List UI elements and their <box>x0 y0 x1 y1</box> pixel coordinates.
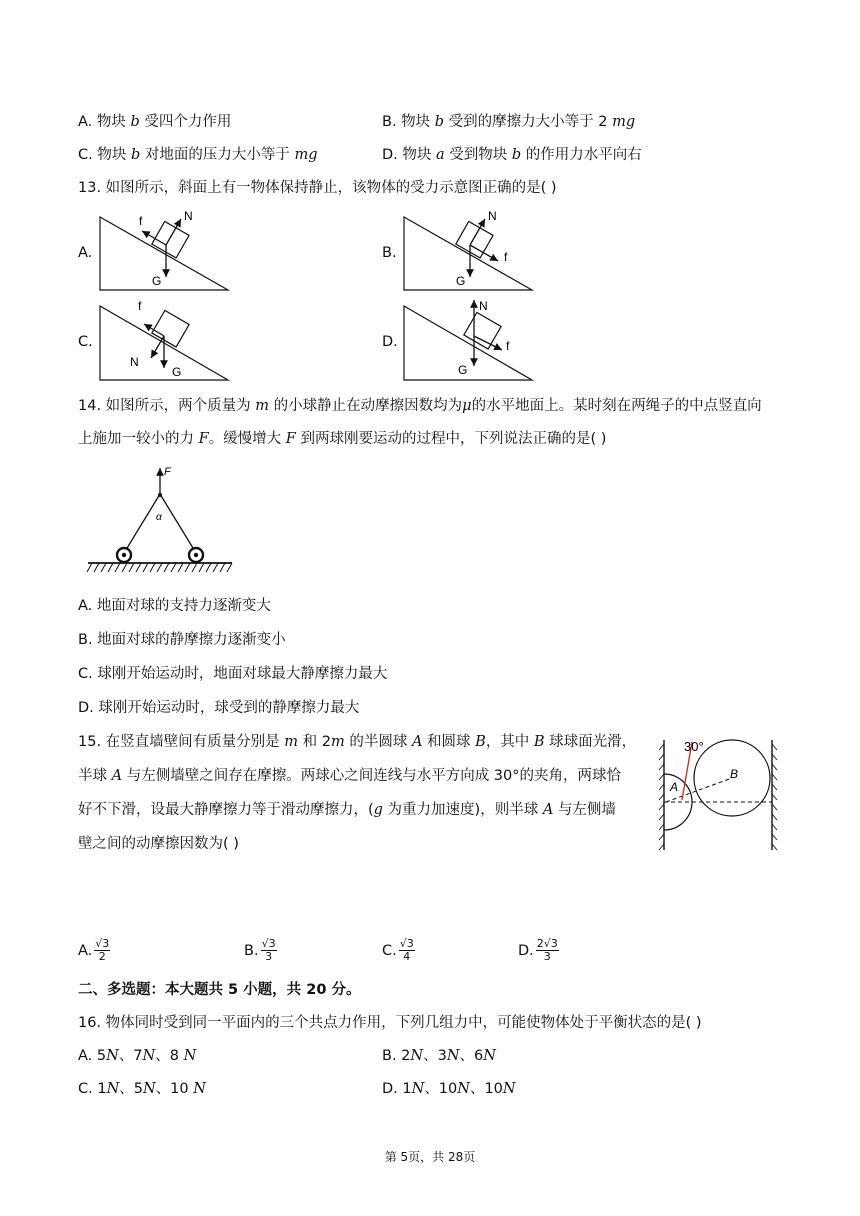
q12-option-a: A. 物块 b 受四个力作用 <box>78 114 232 130</box>
q15-stem-line3: 好不下滑，设最大静摩擦力等于滑动摩擦力，(g 为重力加速度)，则半球 A 与左侧墙 <box>78 802 616 818</box>
q14-option-d: D. 球刚开始运动时，球受到的静摩擦力最大 <box>78 700 360 716</box>
force-label-g: G <box>152 274 162 288</box>
force-label-g: G <box>456 274 466 288</box>
q14-figure <box>86 462 236 578</box>
q14-option-a: A. 地面对球的支持力逐渐变大 <box>78 598 271 614</box>
q15-figure <box>656 734 782 854</box>
q16-option-c: C. 1N、5N、10 N <box>78 1081 206 1097</box>
figure-label-f: F <box>164 466 171 478</box>
angle-label: 30° <box>684 739 704 754</box>
q13-figure-a <box>96 205 236 295</box>
q13-label-b: B. <box>382 245 397 261</box>
force-label-f: f <box>138 299 142 313</box>
q14-option-b: B. 地面对球的静摩擦力逐渐变小 <box>78 632 286 648</box>
q13-figure-c <box>96 296 236 386</box>
q13-label-a: A. <box>78 245 93 261</box>
q16-option-a: A. 5N、7N、8 N <box>78 1048 197 1064</box>
q13-stem: 13. 如图所示，斜面上有一物体保持静止，该物体的受力示意图正确的是( ) <box>78 180 557 196</box>
q13-figure-b <box>400 205 540 295</box>
q14-stem-line2: 上施加一较小的力 F。缓慢增大 F 到两球刚要运动的过程中，下列说法正确的是( ) <box>78 431 607 447</box>
q12-option-d: D. 物块 a 受到物块 b 的作用力水平向右 <box>382 147 642 163</box>
q14-stem-line1: 14. 如图所示，两个质量为 m 的小球静止在动摩擦因数均为μ的水平地面上。某时刻在两绳子的中点竖直向 <box>78 398 762 414</box>
q13-label-d: D. <box>382 334 398 350</box>
force-label-g: G <box>172 365 182 379</box>
q15-stem-line2: 半球 A 与左侧墙壁之间存在摩擦。两球心之间连线与水平方向成 30°的夹角，两球恰 <box>78 768 622 784</box>
q15-option-a: A. $\frac{√3}{2}$ <box>78 937 110 963</box>
q15-option-c: C. $\frac{√3}{4}$ <box>382 937 414 963</box>
label-b: B <box>730 767 739 781</box>
fraction: $\frac{√3}{4}$ <box>399 937 414 963</box>
q14-option-c: C. 球刚开始运动时，地面对球最大静摩擦力最大 <box>78 666 388 682</box>
q15-stem-line4: 壁之间的动摩擦因数为( ) <box>78 836 239 852</box>
section-heading: 二、多选题：本大题共 5 小题，共 20 分。 <box>78 982 361 998</box>
force-label-f: f <box>506 339 510 353</box>
q12-option-b: B. 物块 b 受到的摩擦力大小等于 2 mg <box>382 114 636 130</box>
q15-option-d: D. $\frac{2√3}{3}$ <box>518 937 558 963</box>
fraction: $\frac{√3}{2}$ <box>95 937 110 963</box>
figure-label-alpha: α <box>156 512 162 523</box>
q16-option-d: D. 1N、10N、10N <box>382 1081 516 1097</box>
label-a: A <box>670 780 679 794</box>
fraction: $\frac{2√3}{3}$ <box>536 937 558 963</box>
force-label-f: f <box>504 250 508 264</box>
q13-label-c: C. <box>78 334 93 350</box>
q16-stem: 16. 物体同时受到同一平面内的三个共点力作用，下列几组力中，可能使物体处于平衡状态的是( ) <box>78 1015 702 1031</box>
force-label-f: f <box>139 214 143 228</box>
force-label-n: N <box>479 299 488 313</box>
q13-figure-d <box>400 296 540 386</box>
page-footer: 第 5页，共 28页 <box>384 1150 476 1164</box>
q16-option-b: B. 2N、3N、6N <box>382 1048 496 1064</box>
force-label-g: G <box>458 363 468 377</box>
force-label-n: N <box>488 209 497 223</box>
q15-option-b: B. $\frac{√3}{3}$ <box>244 937 276 963</box>
q12-option-c: C. 物块 b 对地面的压力大小等于 mg <box>78 147 318 163</box>
fraction: $\frac{√3}{3}$ <box>261 937 276 963</box>
force-label-n: N <box>130 355 139 369</box>
force-label-n: N <box>184 209 193 223</box>
q15-stem-line1: 15. 在竖直墙壁间有质量分别是 m 和 2m 的半圆球 A 和圆球 B，其中 B 球球面光滑， <box>78 734 637 750</box>
